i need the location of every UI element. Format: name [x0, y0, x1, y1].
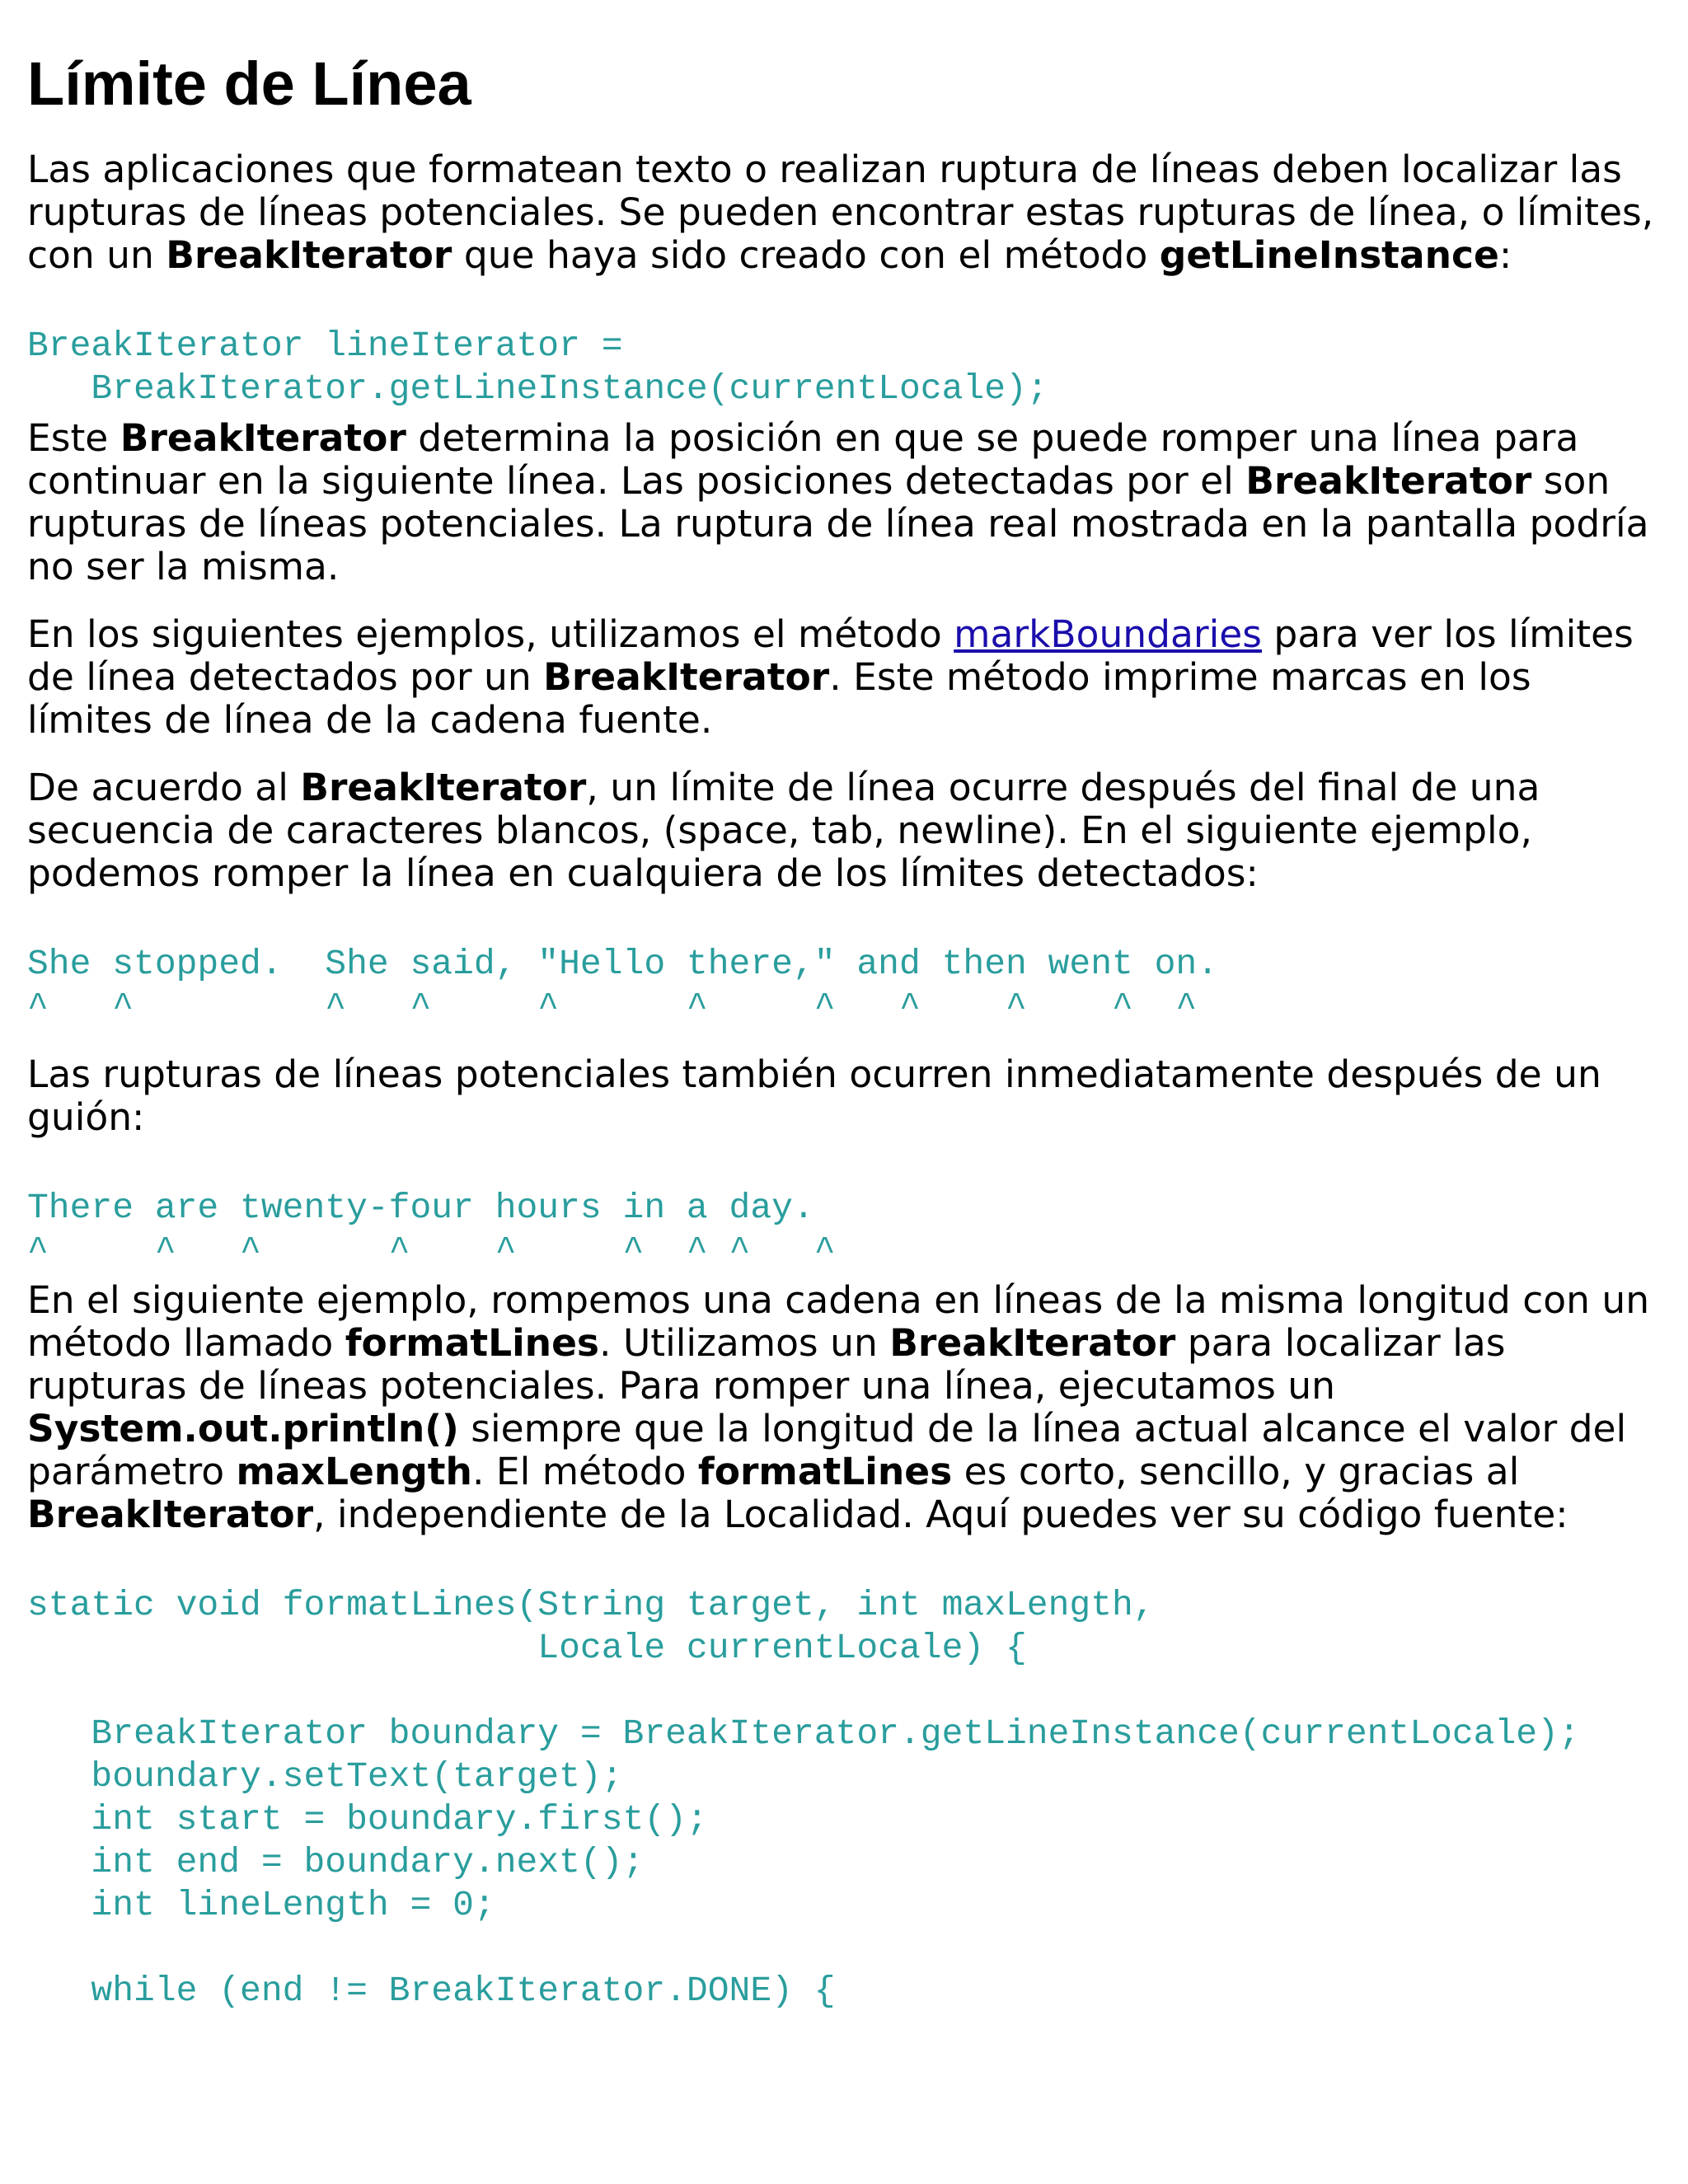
intro-paragraph — [27, 148, 1667, 277]
para6-bold-maxlength: maxLength — [236, 1450, 472, 1493]
para6-bold-formatlines: formatLines — [345, 1321, 600, 1365]
intro-text-1: Las aplicaciones que formatean texto o realizan ruptura de líneas deben localizar las rupturas de líneas potenciales. Se pueden encontrar estas rupturas de línea, o límites, con un — [27, 148, 1654, 277]
para4-bold-1: BreakIterator — [300, 766, 587, 809]
para6-text-6: es corto, sencillo, y gracias al — [952, 1450, 1520, 1493]
para2-bold-1: BreakIterator — [120, 416, 406, 460]
para6-text-5: . El método — [471, 1450, 698, 1493]
intro-bold-getlineinstance: getLineInstance — [1159, 233, 1499, 277]
breakiterator-description-paragraph — [27, 417, 1667, 588]
code-block-line-iterator: BreakIterator lineIterator = BreakIterator.getLineInstance(currentLocale); — [27, 326, 1048, 409]
para3-bold-1: BreakIterator — [543, 655, 830, 699]
para2-text-1: Este — [27, 416, 120, 460]
markboundaries-link[interactable]: markBoundaries — [954, 612, 1262, 656]
para3-text-2: para ver los límites de línea detectados por un — [27, 612, 1634, 699]
intro-text-2: que haya sido creado con el método — [452, 233, 1160, 277]
code-block-she-stopped-example: She stopped. She said, "Hello there," and then went on. ^ ^ ^ ^ ^ ^ ^ ^ ^ ^ ^ — [27, 944, 1219, 1027]
para6-text-4: siempre que la longitud de la línea actual alcance el valor del parámetro — [27, 1407, 1627, 1493]
document-page — [27, 0, 1667, 2013]
hyphen-paragraph — [27, 1053, 1667, 1139]
para6-text-3: para localizar las rupturas de líneas potenciales. Para romper una línea, ejecutamos un — [27, 1321, 1506, 1408]
para6-text-2: . Utilizamos un — [599, 1321, 890, 1365]
para6-text-1: En el siguiente ejemplo, rompemos una cadena en líneas de la misma longitud con un método llamado — [27, 1278, 1650, 1365]
para2-text-2: determina la posición en que se puede romper una línea para continuar en la siguiente línea. Las posiciones detectadas por el — [27, 416, 1579, 503]
para2-bold-2: BreakIterator — [1245, 459, 1532, 503]
whitespace-boundary-paragraph — [27, 766, 1667, 895]
para6-bold-breakiterator: BreakIterator — [889, 1321, 1176, 1365]
para4-text-2: , un límite de línea ocurre después del final de una secuencia de caracteres blancos, (space, tab, newline). En el siguiente ejemplo, podemos romper la línea en cualquiera de los límites detectados: — [27, 766, 1540, 895]
para3-text-3: . Este método imprime marcas en los límites de línea de la cadena fuente. — [27, 655, 1531, 742]
intro-bold-breakiterator: BreakIterator — [166, 233, 452, 277]
para6-bold-formatlines-2: formatLines — [697, 1450, 953, 1493]
para6-text-7: , independiente de la Localidad. Aquí puedes ver su código fuente: — [313, 1493, 1568, 1536]
para4-text-1: De acuerdo al — [27, 766, 301, 809]
code-block-formatlines-source: static void formatLines(String target, int maxLength, Locale currentLocale) { BreakIterator boundary = BreakIterator.getLineInstance(currentLocale); boundary.setText(target); int start = boundary.first(); int end = boundary.next(); int lineLength = 0; while (end != BreakIterator.DONE) { — [27, 1585, 1580, 2011]
para6-bold-println: System.out.println() — [27, 1407, 459, 1451]
para3-text-1: En los siguientes ejemplos, utilizamos el método — [27, 612, 954, 656]
code-block-twenty-four-example: There are twenty-four hours in a day. ^ ^ ^ ^ ^ ^ ^ ^ ^ — [27, 1188, 836, 1271]
para5-text-1: Las rupturas de líneas potenciales también ocurren inmediatamente después de un guión: — [27, 1052, 1601, 1139]
examples-paragraph — [27, 613, 1667, 742]
intro-text-3: : — [1498, 233, 1512, 277]
formatlines-paragraph — [27, 1279, 1667, 1536]
para2-text-3: son rupturas de líneas potenciales. La ruptura de línea real mostrada en la pantalla podría no ser la misma. — [27, 459, 1649, 588]
page-title: Límite de Línea — [27, 49, 471, 118]
para6-bold-breakiterator-2: BreakIterator — [27, 1493, 314, 1536]
